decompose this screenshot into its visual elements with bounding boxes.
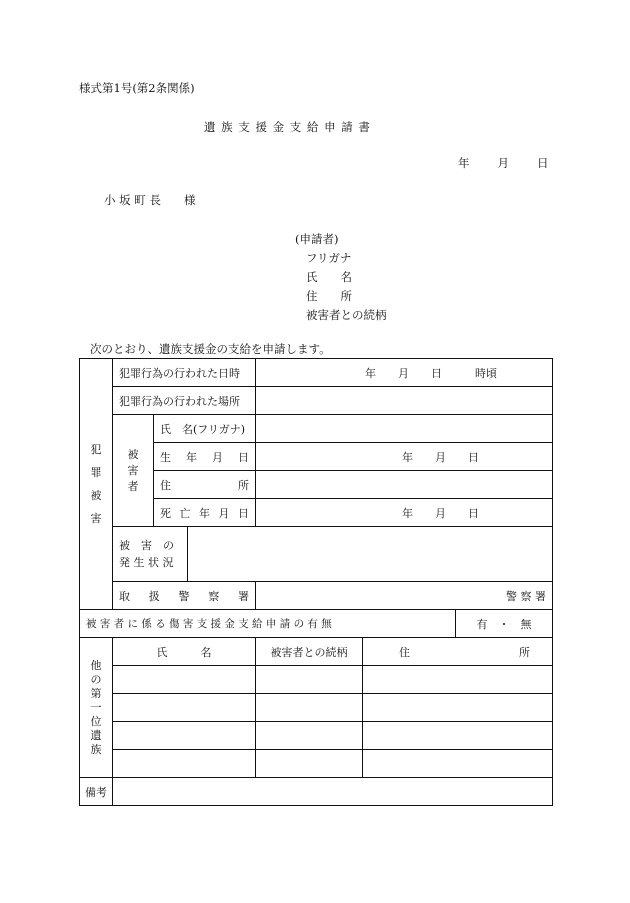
bereaved-address-field[interactable] <box>363 722 553 750</box>
date-line <box>458 155 549 171</box>
remarks-field[interactable] <box>113 778 553 806</box>
col-header-relation: 被害者との続柄 <box>256 638 363 666</box>
crime-datetime-label: 犯罪行為の行われた日時 <box>113 359 256 387</box>
applicant-furigana: フリガナ <box>306 251 352 265</box>
police-station-field[interactable]: 警 察 署 <box>256 582 553 610</box>
col-header-address: 住 所 <box>363 638 553 666</box>
injury-support-choice[interactable]: 有 ・ 無 <box>456 610 553 638</box>
document-title: 遺 族 支 援 金 支 給 申 請 書 <box>204 120 371 134</box>
bereaved-name-field[interactable] <box>113 722 256 750</box>
injury-support-label: 被 害 者 に 係 る 傷 害 支 援 金 支 給 申 請 の 有 無 <box>80 610 456 638</box>
bereaved-relation-field[interactable] <box>256 750 363 778</box>
addressee: 小 坂 町 長 様 <box>104 193 196 207</box>
bereaved-address-field[interactable] <box>363 750 553 778</box>
applicant-relation: 被害者との続柄 <box>306 308 387 322</box>
date-day: 日 <box>537 156 549 170</box>
victim-birth-field[interactable]: 年 月 日 <box>256 443 553 471</box>
remarks-label: 備考 <box>80 778 113 806</box>
crime-place-field[interactable] <box>256 387 553 415</box>
police-station-label: 取 扱 警 察 署 <box>113 582 256 610</box>
section-crime-damage: 犯 罪 被 害 <box>80 359 113 610</box>
crime-datetime-field[interactable]: 年 月 日 時頃 <box>256 359 553 387</box>
bereaved-name-field[interactable] <box>113 750 256 778</box>
bereaved-relation-field[interactable] <box>256 666 363 694</box>
form-number: 様式第1号(第2条関係) <box>79 81 195 95</box>
bereaved-row <box>80 750 553 778</box>
bereaved-row <box>80 722 553 750</box>
col-header-name: 氏 名 <box>113 638 256 666</box>
date-year: 年 <box>458 156 470 170</box>
bereaved-row <box>80 694 553 722</box>
victim-name-field[interactable] <box>256 415 553 443</box>
bereaved-name-field[interactable] <box>113 666 256 694</box>
applicant-label: (申請者) <box>295 232 339 246</box>
victim-name-label: 氏 名(フリガナ) <box>154 415 256 443</box>
bereaved-relation-field[interactable] <box>256 722 363 750</box>
applicant-address: 住 所 <box>306 289 352 303</box>
bereaved-address-field[interactable] <box>363 694 553 722</box>
victim-address-field[interactable] <box>256 471 553 499</box>
applicant-name: 氏 名 <box>306 270 352 284</box>
victim-birth-label: 生 年 月 日 <box>154 443 256 471</box>
victim-group-label: 被 害 者 <box>113 415 154 527</box>
victim-death-label: 死 亡 年 月 日 <box>154 499 256 527</box>
application-table <box>79 358 553 806</box>
section-other-bereaved: 他 の 第 一 位 遺 族 <box>80 638 113 778</box>
crime-place-label: 犯罪行為の行われた場所 <box>113 387 256 415</box>
bereaved-row <box>80 666 553 694</box>
damage-circumstances-field[interactable] <box>188 527 553 582</box>
bereaved-relation-field[interactable] <box>256 694 363 722</box>
intro-text: 次のとおり、遺族支援金の支給を申請します。 <box>90 342 331 356</box>
victim-address-label: 住 所 <box>154 471 256 499</box>
victim-death-field[interactable]: 年 月 日 <box>256 499 553 527</box>
damage-circumstances-label: 被 害 の 発 生 状 況 <box>113 527 188 582</box>
date-month: 月 <box>497 156 509 170</box>
bereaved-name-field[interactable] <box>113 694 256 722</box>
bereaved-address-field[interactable] <box>363 666 553 694</box>
